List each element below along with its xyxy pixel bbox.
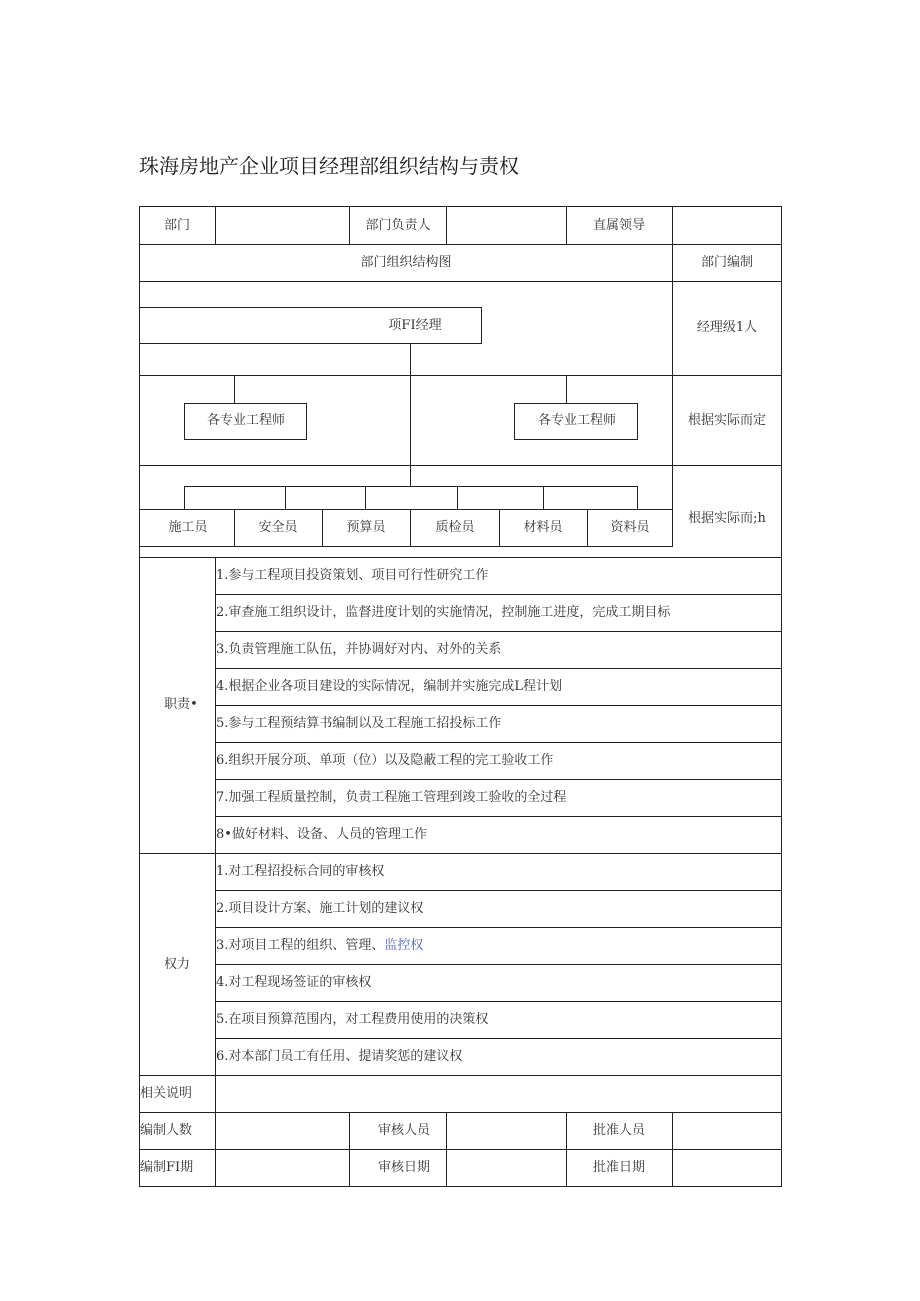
prep-count-label: 编制人数: [140, 1123, 193, 1138]
engineer-label-left: 各专业工程师: [206, 413, 286, 428]
approve-date-label: 批准日期: [592, 1160, 646, 1175]
staff-quality: 质检员: [435, 520, 475, 535]
reviewer-label: 审核人员: [377, 1123, 431, 1138]
power-item: 1.对工程招投标合同的审核权: [216, 864, 385, 879]
engineer-label-right: 各专业工程师: [537, 413, 617, 428]
approver-label: 批准人员: [592, 1123, 646, 1138]
staff-safety: 安全员: [258, 520, 298, 535]
staffing-label: 部门编制: [700, 255, 754, 270]
staff-budget: 预算员: [346, 520, 386, 535]
power-item: [216, 938, 423, 954]
duty-item: 7.加强工程质量控制，负责工程施工管理到竣工验收的全过程: [216, 790, 567, 805]
power-item: 4.对工程现场签证的审核权: [216, 975, 372, 990]
duty-item: 4.根据企业各项目建设的实际情况，编制并实施完成L程计划: [216, 679, 563, 694]
duties-label: 职责•: [164, 697, 198, 712]
power-item: 2.项目设计方案、施工计划的建议权: [216, 901, 424, 916]
monitoring-link[interactable]: 监控权: [384, 938, 424, 953]
duty-item: 5.参与工程预结算书编制以及工程施工招投标工作: [216, 716, 502, 731]
review-date-label: 审核日期: [377, 1160, 431, 1175]
staff-material: 材料员: [523, 520, 563, 535]
duty-item: 1.参与工程项目投资策划、项目可行性研究工作: [216, 568, 489, 583]
powers-label: 权力: [163, 957, 191, 972]
dept-head-label: 部门负责人: [365, 218, 431, 233]
duty-item: 6.组织开展分项、单项（位）以及隐蔽工程的完工验收工作: [216, 753, 554, 768]
duty-item: 2.审查施工组织设计，监督进度计划的实施情况，控制施工进度，完成工期目标: [216, 605, 671, 620]
manager-count: 经理级1人: [696, 320, 758, 335]
staff-construction: 施工员: [168, 520, 208, 535]
staff-count: 根据实际而;h: [688, 511, 766, 526]
power-item-text: 3.对项目工程的组织、管理、: [216, 938, 385, 953]
power-item: 6.对本部门员工有任用、提请奖惩的建议权: [216, 1049, 463, 1064]
org-chart-label: 部门组织结构图: [360, 255, 452, 270]
power-item: 5.在项目预算范围内，对工程费用使用的决策权: [216, 1012, 489, 1027]
staff-document: 资料员: [610, 520, 650, 535]
direct-leader-label: 直属领导: [592, 218, 646, 233]
dept-label: 部门: [163, 218, 191, 233]
manager-label: 项FI经理: [388, 318, 442, 333]
notes-label: 相关说明: [140, 1086, 193, 1101]
duty-item: 3.负责管理施工队伍，并协调好对内、对外的关系: [216, 642, 502, 657]
prep-date-label: 编制FI期: [140, 1160, 194, 1175]
document-title: 珠海房地产企业项目经理部组织结构与责权: [139, 154, 519, 178]
duty-item: 8•做好材料、设备、人员的管理工作: [216, 827, 427, 842]
engineer-count: 根据实际而定: [687, 413, 767, 428]
